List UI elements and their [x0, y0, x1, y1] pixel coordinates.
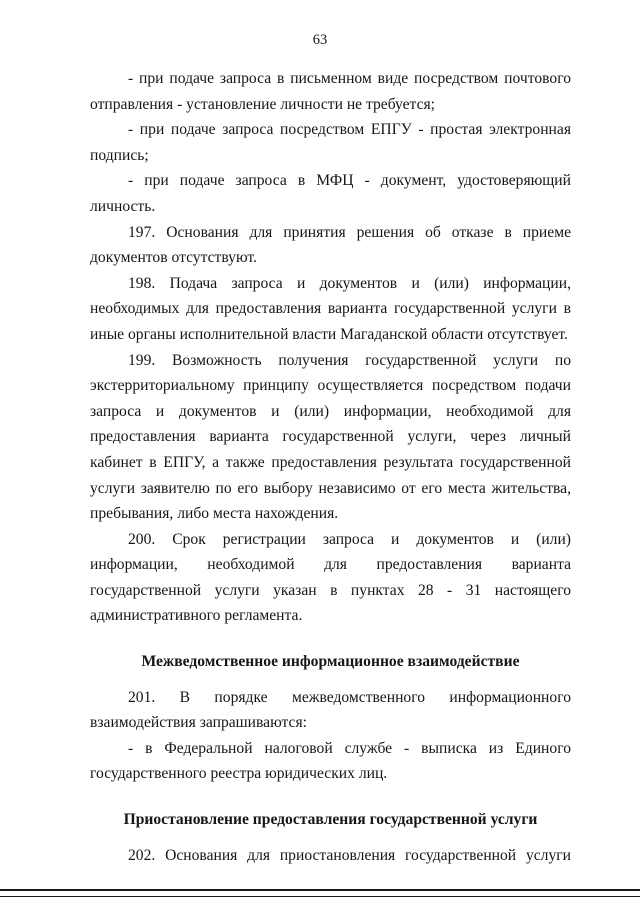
section-heading-interagency: Межведомственное информационное взаимодействие: [141, 653, 520, 671]
paragraph-tax-service: - в Федеральной налоговой службе - выписка из Единого государственного реестра юридических лиц.: [90, 739, 571, 783]
page-number: 63: [312, 32, 328, 48]
paragraph-197: 197. Основания для принятия решения об отказе в приеме документов отсутствуют.: [90, 223, 571, 267]
section-heading-suspension: Приостановление предоставления государственной услуги: [123, 811, 538, 829]
paragraph-199: 199. Возможность получения государственной услуги по экстерриториальному принципу осуществляется посредством подачи запроса и документов и (или) информации, необходимой для предоставления варианта государственной услуги, через личный кабинет в ЕПГУ, а также предоставления результата государственной услуги заявителю по его выбору независимо от его места жительства, пребывания, либо места нахождения.: [90, 351, 571, 523]
paragraph-201: 201. В порядке межведомственного информационного взаимодействия запрашиваются:: [90, 688, 571, 732]
paragraph-202: 202. Основания для приостановления государственной услуги: [128, 846, 571, 864]
footer-rule-thin: [0, 896, 640, 897]
paragraph-mfc-request: - при подаче запроса в МФЦ - документ, удостоверяющий личность.: [90, 172, 571, 215]
footer-rule-thick: [0, 889, 640, 891]
paragraph-postal-request: - при подаче запроса в письменном виде посредством почтового отправления - установление личности не требуется;: [90, 70, 571, 113]
paragraph-198: 198. Подача запроса и документов и (или) информации, необходимых для предоставления варианта государственной услуги в иные органы исполнительной власти Магаданской области отсутствует.: [90, 274, 571, 343]
document-body: [90, 66, 571, 868]
paragraph-epgu-request: - при подаче запроса посредством ЕПГУ - простая электронная подпись;: [90, 121, 571, 164]
paragraph-200: 200. Срок регистрации запроса и документов и (или) информации, необходимой для предоставления варианта государственной услуги указан в пунктах 28 - 31 настоящего административного регламента.: [90, 530, 571, 625]
